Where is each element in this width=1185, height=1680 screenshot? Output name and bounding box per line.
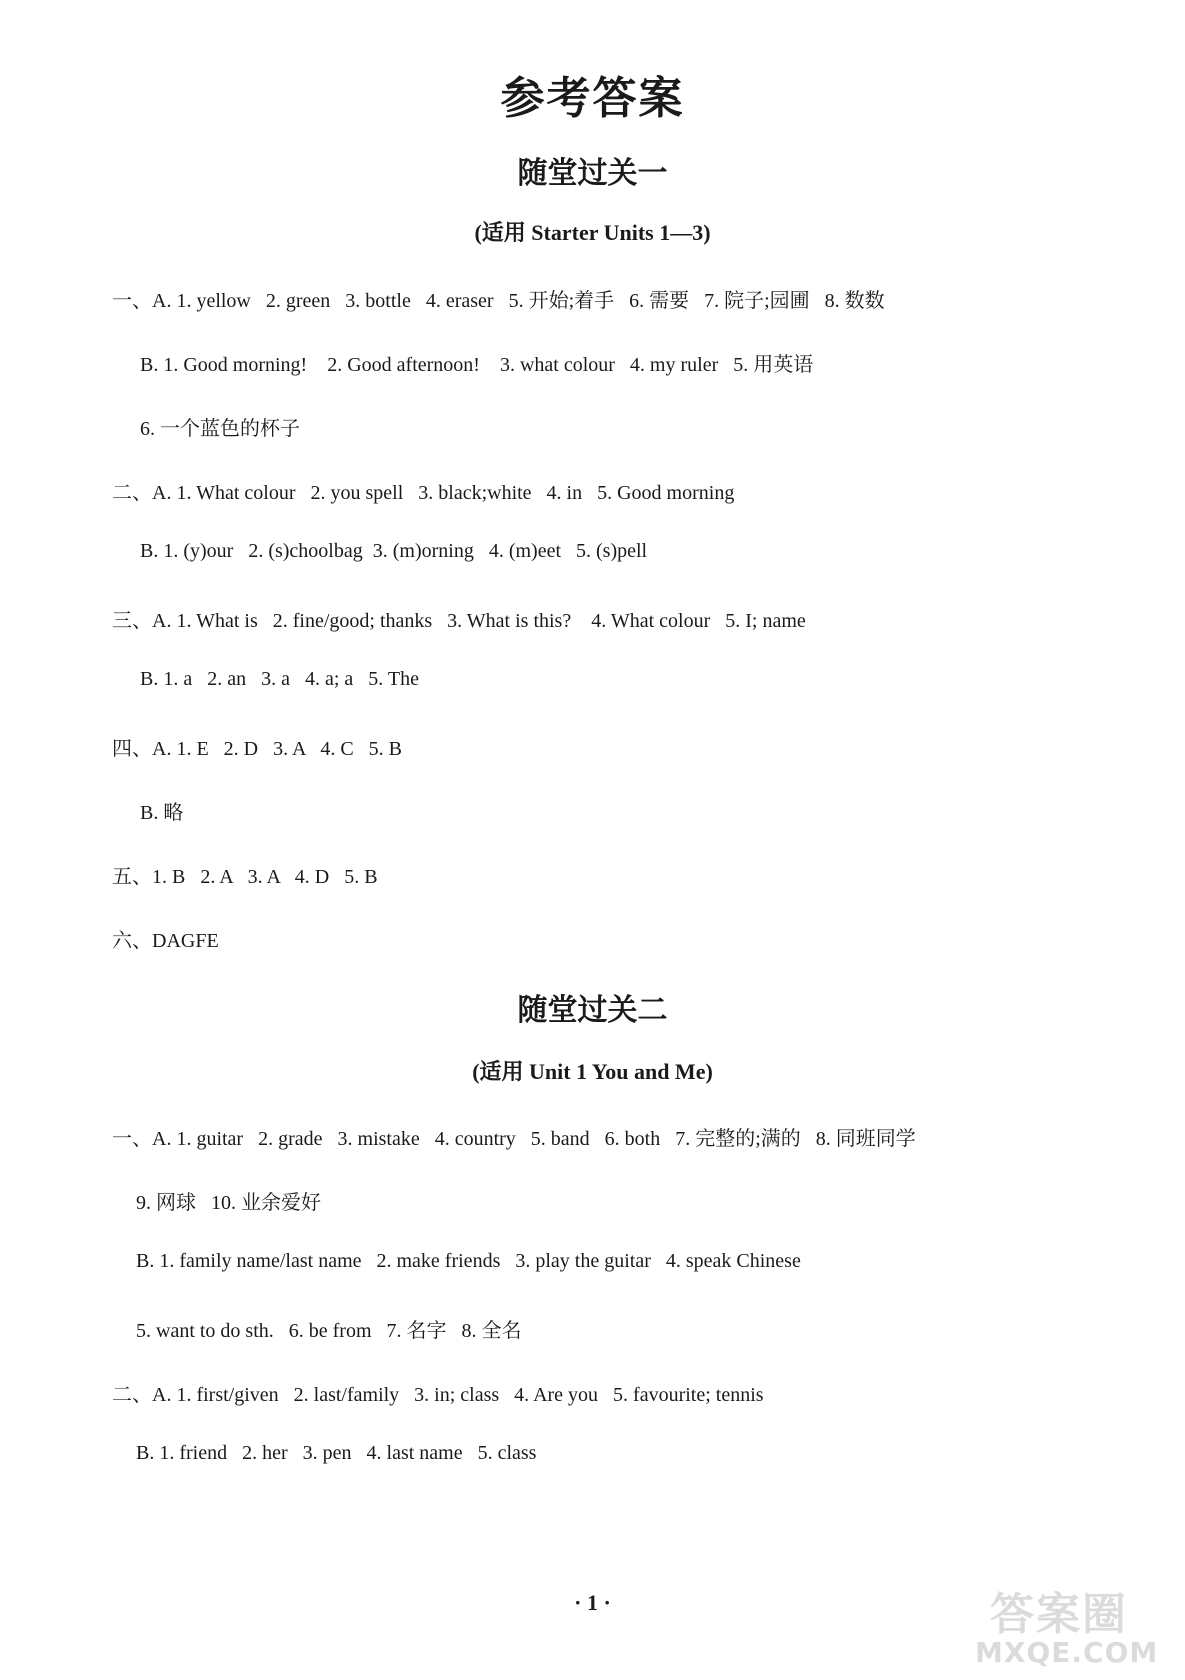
answer-line: B. 略 (140, 802, 184, 824)
section-2-heading: 随堂过关二 (517, 993, 668, 1028)
answer-line: B. 1. (y)our 2. (s)choolbag 3. (m)orning 4. (m)eet 5. (s)pell (140, 540, 648, 562)
answer-line: B. 1. family name/last name 2. make friends 3. play the guitar 4. speak Chinese (136, 1250, 801, 1272)
answer-line: 二、A. 1. What colour 2. you spell 3. black;white 4. in 5. Good morning (112, 482, 735, 504)
page-title: 参考答案 (500, 73, 685, 124)
answer-line: 四、A. 1. E 2. D 3. A 4. C 5. B (112, 738, 403, 760)
answer-line: 一、A. 1. yellow 2. green 3. bottle 4. eraser 5. 开始;着手 6. 需要 7. 院子;园圃 8. 数数 (112, 290, 885, 312)
answer-line: 二、A. 1. first/given 2. last/family 3. in; class 4. Are you 5. favourite; tennis (112, 1384, 764, 1406)
answer-line: 6. 一个蓝色的杯子 (140, 418, 300, 440)
answer-line: B. 1. Good morning! 2. Good afternoon! 3. what colour 4. my ruler 5. 用英语 (140, 354, 814, 376)
answer-line: 五、1. B 2. A 3. A 4. D 5. B (112, 866, 378, 888)
answer-line: 5. want to do sth. 6. be from 7. 名字 8. 全名 (136, 1320, 522, 1342)
answer-line: 三、A. 1. What is 2. fine/good; thanks 3. What is this? 4. What colour 5. I; name (112, 610, 806, 632)
section-1-subheading: (适用 Starter Units 1—3) (474, 220, 711, 245)
section-2-subheading: (适用 Unit 1 You and Me) (472, 1059, 713, 1084)
page-number: · 1 · (574, 1590, 611, 1615)
watermark-logo (975, 1578, 1175, 1673)
answer-line: 六、DAGFE (112, 930, 219, 952)
answer-line: B. 1. friend 2. her 3. pen 4. last name 5. class (136, 1442, 537, 1464)
watermark-top-text: 答案圈 (990, 1589, 1128, 1640)
section-1-heading: 随堂过关一 (517, 156, 668, 191)
answer-line: B. 1. a 2. an 3. a 4. a; a 5. The (140, 668, 420, 690)
answer-line: 9. 网球 10. 业余爱好 (136, 1192, 321, 1214)
answer-line: 一、A. 1. guitar 2. grade 3. mistake 4. country 5. band 6. both 7. 完整的;满的 8. 同班同学 (112, 1128, 916, 1150)
watermark-bottom-text: MXQE.COM (975, 1636, 1159, 1669)
